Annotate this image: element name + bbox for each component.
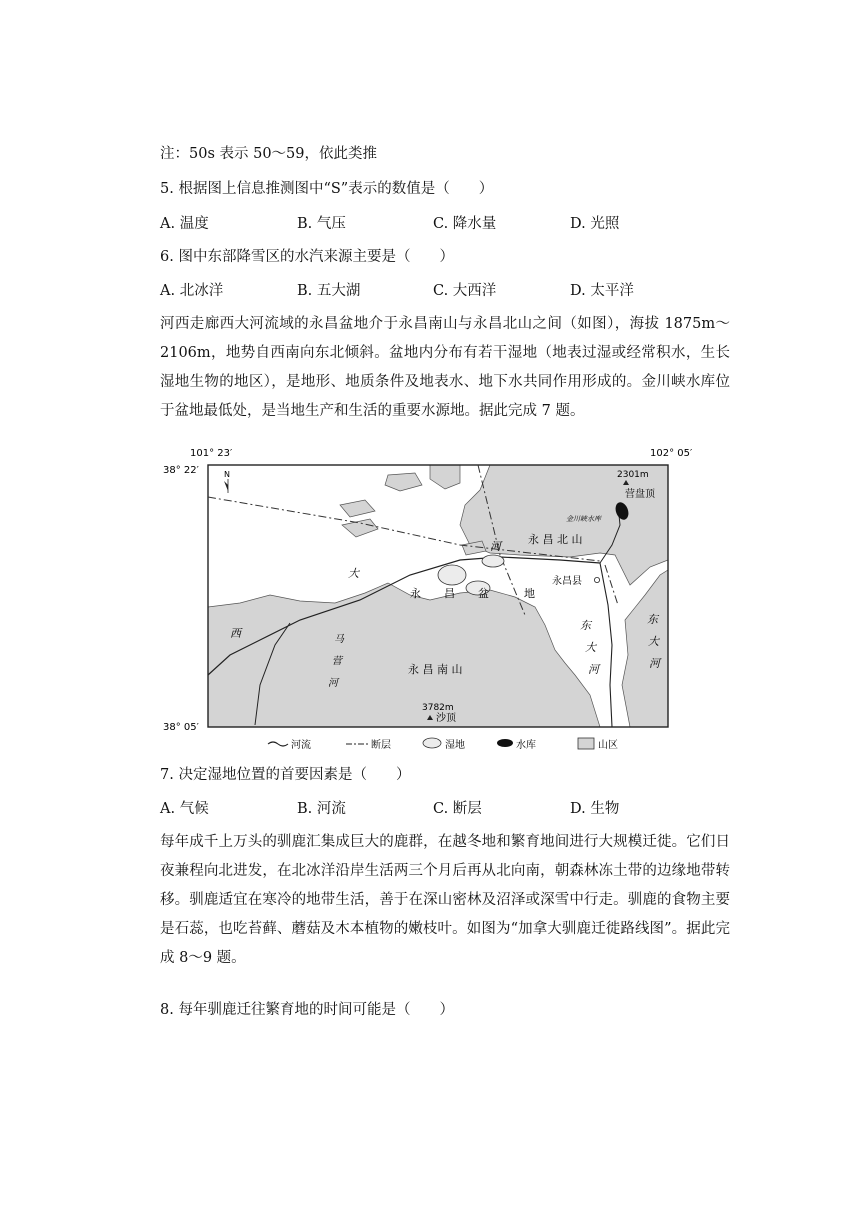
option-c[interactable]: C. 降水量 [433, 216, 497, 232]
option-d[interactable]: D. 生物 [570, 801, 620, 817]
south-mountain-label: 永 昌 南 山 [408, 663, 463, 676]
county-icon [594, 577, 599, 582]
question-5-stem: 5. 根据图上信息推测图中“S”表示的数值是（ ） [160, 181, 494, 197]
north-label: N [224, 470, 230, 479]
legend-reservoir: 水库 [516, 740, 536, 751]
option-b[interactable]: B. 气压 [297, 216, 346, 232]
basin-char: 永 [410, 587, 421, 600]
wetland-legend-icon [423, 738, 441, 748]
dong-da-he-char: 大 [585, 641, 596, 654]
option-a[interactable]: A. 北冰洋 [160, 283, 224, 299]
peak-shading-name: 沙顶 [436, 713, 456, 724]
wetland [438, 565, 466, 585]
river-he-label: 河 [490, 540, 501, 553]
north-mountain-label: 永 昌 北 山 [528, 533, 583, 546]
coord-top-right-lon: 102° 05′ [650, 448, 693, 459]
river-legend-icon [268, 742, 288, 746]
dong-da-he-char: 河 [588, 663, 599, 676]
map-legend [268, 738, 618, 751]
peak-shading-elev: 3782m [422, 703, 454, 713]
dong-da-he-char: 河 [649, 657, 660, 670]
question-6-stem: 6. 图中东部降雪区的水汽来源主要是（ ） [160, 249, 454, 265]
passage-reindeer: 每年成千上万头的驯鹿汇集成巨大的鹿群，在越冬地和繁育地间进行大规模迁徙。它们日夜兼程向北进发，在北冰洋沿岸生活两三个月后再从北向南，朝森林冻土带的边缘地带转移。驯鹿适宜在寒冷的地带生活，善于在深山密林及沼泽或深雪中行走。驯鹿的食物主要是石蕊，也吃苔藓、蘑菇及木本植物的嫩枝叶。如图为“加拿大驯鹿迁徙路线图”。据此完成 8～9 题。 [160, 834, 730, 966]
ma-ying-he-char: 营 [332, 656, 342, 667]
reservoir-legend-icon [497, 739, 513, 747]
dong-da-he-char: 东 [580, 619, 591, 632]
coord-top-left-lon: 101° 23′ [190, 448, 233, 459]
legend-mountain: 山区 [598, 740, 618, 751]
option-d[interactable]: D. 太平洋 [570, 283, 634, 299]
coord-top-lat: 38° 22′ [163, 465, 199, 476]
question-7-stem: 7. 决定湿地位置的首要因素是（ ） [160, 767, 411, 783]
wetland [482, 555, 504, 567]
ma-ying-he-char: 河 [328, 678, 338, 689]
passage-yongchang-basin: 河西走廊西大河流域的永昌盆地介于永昌南山与永昌北山之间（如图），海拔 1875m～2106m，地势自西南向东北倾斜。盆地内分布有若干湿地（地表过湿或经常积水，生长湿地生物的地区），是地形、地质条件及地表水、地下水共同作用形成的。金川峡水库位于盆地最低处，是当地生产和生活的重要水源地。据此完成 7 题。 [160, 316, 730, 419]
xi-label: 西 [230, 627, 241, 640]
county-label: 永昌县 [552, 576, 582, 587]
option-a[interactable]: A. 气候 [160, 801, 209, 817]
coord-bottom-lat: 38° 05′ [163, 722, 199, 733]
basin-char: 昌 [444, 587, 455, 600]
legend-fault: 断层 [371, 740, 391, 751]
legend-wetland: 湿地 [445, 740, 465, 751]
reservoir-label: 金川峡水库 [566, 515, 601, 523]
option-c[interactable]: C. 断层 [433, 801, 482, 817]
question-8-stem: 8. 每年驯鹿迁往繁育地的时间可能是（ ） [160, 1002, 454, 1018]
basin-char: 盆 [478, 587, 489, 600]
river-da-label: 大 [348, 567, 359, 580]
ma-ying-he-char: 马 [334, 634, 344, 645]
dong-da-he-char: 东 [647, 613, 658, 626]
mountain-legend-icon [578, 738, 594, 749]
option-d[interactable]: D. 光照 [570, 216, 620, 232]
option-c[interactable]: C. 大西洋 [433, 283, 497, 299]
dong-da-he-char: 大 [648, 635, 659, 648]
note-text: 注：50s 表示 50～59，依此类推 [160, 146, 378, 162]
yongchang-basin-map [160, 445, 704, 757]
basin-char: 地 [524, 587, 535, 600]
option-b[interactable]: B. 河流 [297, 801, 346, 817]
legend-river: 河流 [291, 740, 311, 751]
peak-yingpan-name: 营盘顶 [625, 489, 655, 500]
option-b[interactable]: B. 五大湖 [297, 283, 361, 299]
peak-yingpan-elev: 2301m [617, 470, 649, 480]
option-a[interactable]: A. 温度 [160, 216, 209, 232]
